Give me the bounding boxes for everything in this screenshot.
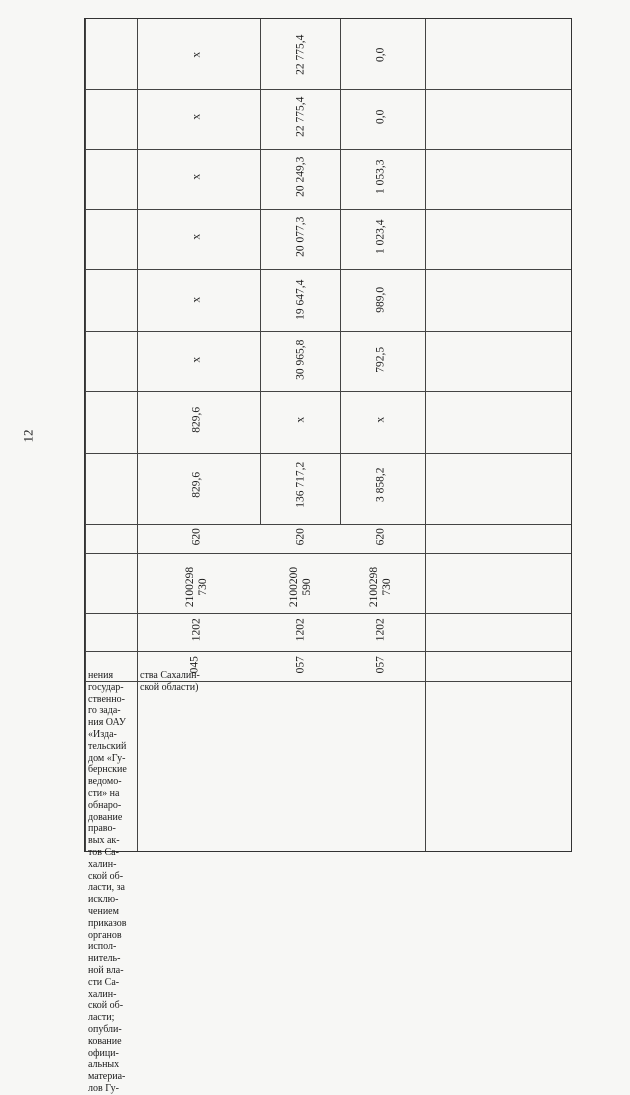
value-cell: 30 965,8 xyxy=(294,339,307,380)
value-cell: 829,6 xyxy=(190,471,203,498)
value-cell: х xyxy=(294,416,307,423)
grbs-code: 045 xyxy=(188,656,201,674)
value-cell: 989,0 xyxy=(374,286,387,313)
value-cell: 792,5 xyxy=(374,346,387,373)
row-divider xyxy=(85,453,571,454)
column-divider xyxy=(425,19,426,851)
value-cell: 20 077,3 xyxy=(294,216,307,257)
row-divider xyxy=(85,331,571,332)
row-divider xyxy=(85,651,571,652)
row-divider xyxy=(85,524,571,525)
value-cell: 0,0 xyxy=(374,109,387,124)
value-cell: 20 249,3 xyxy=(294,156,307,197)
value-cell: х xyxy=(190,296,203,303)
row-divider xyxy=(85,89,571,90)
value-cell: х xyxy=(190,113,203,120)
rzpr-code: 1202 xyxy=(294,618,307,642)
vr-code: 620 xyxy=(294,528,307,546)
value-cell: 3 858,2 xyxy=(374,467,387,502)
column-b-top: ства Сахалин- ской области) xyxy=(140,670,200,693)
vr-code: 620 xyxy=(190,528,203,546)
column-divider xyxy=(85,19,86,851)
value-cell: 1 023,4 xyxy=(374,219,387,254)
row-divider xyxy=(85,553,571,554)
row-divider xyxy=(85,391,571,392)
value-cell: 22 775,4 xyxy=(294,96,307,137)
csr-code: 2100298 730 xyxy=(184,566,209,608)
value-cell: 19 647,4 xyxy=(294,279,307,320)
grbs-code: 057 xyxy=(374,656,387,674)
value-cell: 22 775,4 xyxy=(294,34,307,75)
column-a-text: нения государ- ственно- го зада- ния ОАУ «Изда- тельский дом «Гу- бернские ведомо- сти» на обнаро- дование право- вых ак- тов Са- халин- ской об- ласти, за исклю- чением приказов органов испол- нитель- ной вла- сти Са- халин- ской об- ласти; опубли- кование офици- альных материа- лов Гу- xyxy=(88,670,127,1094)
column-divider xyxy=(260,19,261,524)
rzpr-code: 1202 xyxy=(374,618,387,642)
row-divider xyxy=(85,149,571,150)
row-divider xyxy=(85,269,571,270)
grbs-code: 057 xyxy=(294,656,307,674)
csr-code: 2100298 730 xyxy=(368,566,393,608)
value-cell: х xyxy=(190,233,203,240)
value-cell: 136 717,2 xyxy=(294,461,307,508)
page-number: 12 xyxy=(20,429,36,443)
value-cell: х xyxy=(190,173,203,180)
row-divider xyxy=(85,209,571,210)
value-cell: 0,0 xyxy=(374,47,387,62)
rzpr-code: 1202 xyxy=(190,618,203,642)
csr-code: 2100200 590 xyxy=(288,566,313,608)
value-cell: 1 053,3 xyxy=(374,159,387,194)
value-cell: х xyxy=(374,416,387,423)
vr-code: 620 xyxy=(374,528,387,546)
column-divider xyxy=(340,19,341,524)
value-cell: 829,6 xyxy=(190,406,203,433)
value-cell: х xyxy=(190,51,203,58)
value-cell: х xyxy=(190,356,203,363)
